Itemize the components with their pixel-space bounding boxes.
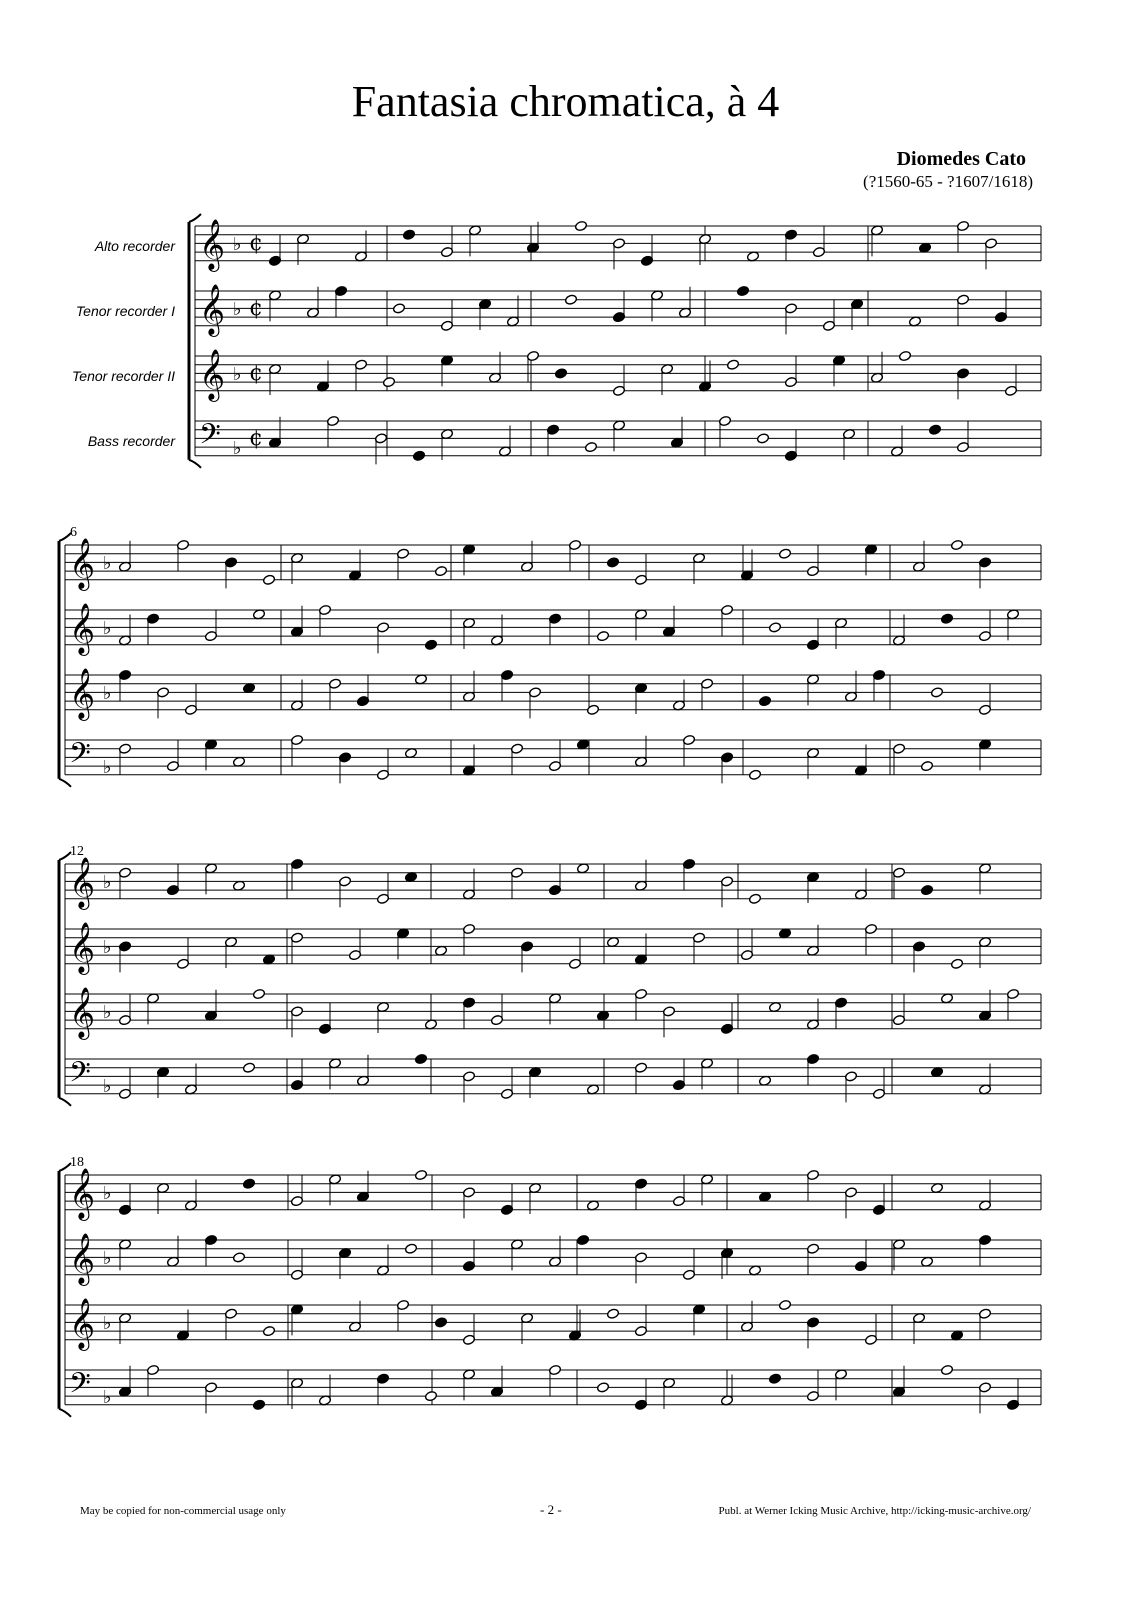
flat-icon: ♭ xyxy=(103,1076,112,1097)
flat-icon: ♭ xyxy=(233,299,242,320)
flat-icon: ♭ xyxy=(103,683,112,704)
note-head xyxy=(434,565,447,576)
note-head xyxy=(596,1382,609,1393)
cut-time-icon: ¢ xyxy=(249,296,263,321)
note-head xyxy=(252,988,265,999)
bass-clef-icon: 𝄢 xyxy=(69,1367,91,1407)
note-head xyxy=(758,695,771,706)
note-head xyxy=(920,884,933,895)
composer-name: Diomedes Cato xyxy=(896,148,1026,170)
cut-time-icon: ¢ xyxy=(249,426,263,451)
bracket-hook xyxy=(59,1098,71,1106)
note-head xyxy=(382,376,395,387)
treble-clef-icon: 𝄞 xyxy=(69,922,96,973)
note-head xyxy=(596,630,609,641)
instrument-label-bass: Bass recorder xyxy=(87,433,175,449)
flat-icon: ♭ xyxy=(103,1248,112,1269)
note-head xyxy=(412,450,425,461)
instrument-label-alto: Alto recorder xyxy=(94,238,175,254)
note-head xyxy=(574,220,587,231)
note-head xyxy=(434,1317,447,1328)
bracket-hook xyxy=(59,1409,71,1417)
note-head xyxy=(554,368,567,379)
note-head xyxy=(748,893,761,904)
note-head xyxy=(736,285,749,296)
treble-clef-icon: 𝄞 xyxy=(69,987,96,1038)
flat-icon: ♭ xyxy=(103,1313,112,1334)
cut-time-icon: ¢ xyxy=(249,231,263,256)
instrument-label-tenor-2: Tenor recorder II xyxy=(72,368,175,384)
measure-number-12: 12 xyxy=(70,844,84,859)
flat-icon: ♭ xyxy=(103,1183,112,1204)
flat-icon: ♭ xyxy=(233,234,242,255)
flat-icon: ♭ xyxy=(103,937,112,958)
measure-number-6: 6 xyxy=(70,525,77,540)
bass-clef-icon: 𝄢 xyxy=(199,418,221,458)
note-head xyxy=(414,1053,427,1064)
note-head xyxy=(586,704,599,715)
note-head xyxy=(748,769,761,780)
treble-clef-icon: 𝄞 xyxy=(199,284,226,335)
note-head xyxy=(262,574,275,585)
note-head xyxy=(950,958,963,969)
note-head xyxy=(606,1308,619,1319)
score-title: Fantasia chromatica, à 4 xyxy=(351,77,780,126)
note-head xyxy=(392,303,405,314)
flat-icon: ♭ xyxy=(103,757,112,778)
note-head xyxy=(252,1399,265,1410)
treble-clef-icon: 𝄞 xyxy=(69,538,96,589)
bracket-hook xyxy=(59,779,71,787)
flat-icon: ♭ xyxy=(103,1387,112,1408)
note-head xyxy=(930,687,943,698)
note-head xyxy=(262,1325,275,1336)
treble-clef-icon: 𝄞 xyxy=(69,668,96,719)
note-head xyxy=(898,350,911,361)
note-head xyxy=(768,1373,781,1384)
bass-clef-icon: 𝄢 xyxy=(69,737,91,777)
note-head xyxy=(940,613,953,624)
note-head xyxy=(940,1364,953,1375)
measure-number-18: 18 xyxy=(70,1155,84,1170)
note-head xyxy=(402,229,415,240)
score-systems xyxy=(59,214,1041,1417)
footer-page-number: - 2 - xyxy=(540,1502,562,1517)
bracket-hook xyxy=(189,460,201,468)
note-head xyxy=(768,622,781,633)
footer-license: May be copied for non-commercial usage only xyxy=(80,1505,286,1517)
flat-icon: ♭ xyxy=(233,364,242,385)
treble-clef-icon: 𝄞 xyxy=(69,603,96,654)
bass-clef-icon: 𝄢 xyxy=(69,1056,91,1096)
note-head xyxy=(414,1169,427,1180)
note-head xyxy=(726,359,739,370)
treble-clef-icon: 𝄞 xyxy=(69,1168,96,1219)
note-head xyxy=(404,1243,417,1254)
footer-publisher: Publ. at Werner Icking Music Archive, http://icking-music-archive.org/ xyxy=(718,1505,1031,1517)
flat-icon: ♭ xyxy=(103,872,112,893)
flat-icon: ♭ xyxy=(103,1002,112,1023)
note-head xyxy=(778,548,791,559)
treble-clef-icon: 𝄞 xyxy=(199,219,226,270)
treble-clef-icon: 𝄞 xyxy=(69,1298,96,1349)
instrument-label-tenor-1: Tenor recorder I xyxy=(75,303,175,319)
note-head xyxy=(778,1299,791,1310)
note-head xyxy=(606,557,619,568)
composer-dates: (?1560-65 - ?1607/1618) xyxy=(863,172,1033,191)
treble-clef-icon: 𝄞 xyxy=(69,1233,96,1284)
flat-icon: ♭ xyxy=(103,618,112,639)
note-head xyxy=(242,1062,255,1073)
note-head xyxy=(950,539,963,550)
note-head xyxy=(232,1252,245,1263)
cut-time-icon: ¢ xyxy=(249,361,263,386)
note-head xyxy=(920,760,933,771)
note-head xyxy=(756,433,769,444)
treble-clef-icon: 𝄞 xyxy=(69,857,96,908)
note-head xyxy=(242,1178,255,1189)
note-head xyxy=(576,1234,589,1245)
treble-clef-icon: 𝄞 xyxy=(199,349,226,400)
note-head xyxy=(928,424,941,435)
note-head xyxy=(564,294,577,305)
flat-icon: ♭ xyxy=(233,438,242,459)
flat-icon: ♭ xyxy=(103,553,112,574)
note-head xyxy=(424,1390,437,1401)
note-head xyxy=(424,639,437,650)
note-head xyxy=(584,441,597,452)
